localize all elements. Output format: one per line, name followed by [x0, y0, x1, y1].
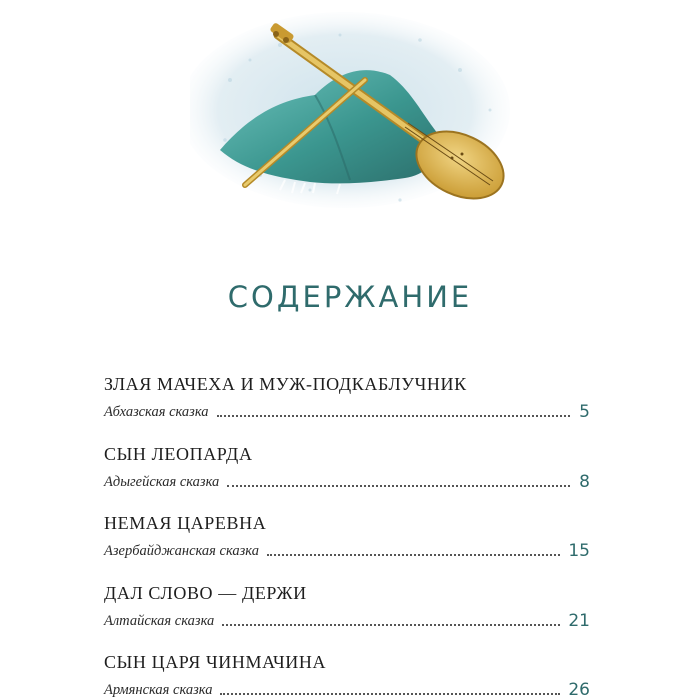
entry-subtitle: Адыгейская сказка: [104, 473, 220, 490]
dot-leader: [222, 623, 560, 626]
toc-entry[interactable]: [104, 650, 590, 700]
entry-title: ДАЛ СЛОВО — ДЕРЖИ: [104, 582, 307, 603]
page-number: 5: [579, 402, 590, 422]
entry-subtitle: Азербайджанская сказка: [104, 543, 259, 559]
page-title: СОДЕРЖАНИЕ: [227, 280, 473, 314]
page-number: 21: [568, 610, 590, 631]
page-number: 8: [579, 471, 590, 492]
page-number: 26: [568, 680, 590, 700]
table-of-contents: [104, 372, 590, 700]
entry-title: СЫН ЦАРЯ ЧИНМАЧИНА: [104, 652, 327, 672]
entry-title: СЫН ЛЕОПАРДА: [104, 443, 253, 464]
entry-line: [104, 537, 590, 561]
entry-line: [104, 676, 590, 700]
dot-leader: [217, 414, 570, 417]
entry-line: [104, 468, 590, 492]
toc-entry[interactable]: [104, 581, 590, 651]
entry-subtitle: Алтайская сказка: [104, 612, 215, 629]
entry-subtitle: Армянская сказка: [104, 682, 213, 698]
entry-title: НЕМАЯ ЦАРЕВНА: [104, 513, 267, 533]
dot-leader: [220, 692, 560, 695]
instrument-on-cloth-icon: [190, 0, 520, 225]
dot-leader: [227, 484, 570, 487]
entry-title: ЗЛАЯ МАЧЕХА И МУЖ-ПОДКАБЛУЧНИК: [104, 374, 467, 394]
entry-line: [104, 607, 590, 631]
toc-entry[interactable]: [104, 442, 590, 512]
toc-entry[interactable]: [104, 511, 590, 581]
entry-subtitle: Абхазская сказка: [104, 404, 209, 420]
dot-leader: [267, 553, 560, 556]
entry-line: [104, 398, 590, 422]
toc-entry[interactable]: [104, 372, 590, 442]
page-number: 15: [568, 541, 590, 561]
